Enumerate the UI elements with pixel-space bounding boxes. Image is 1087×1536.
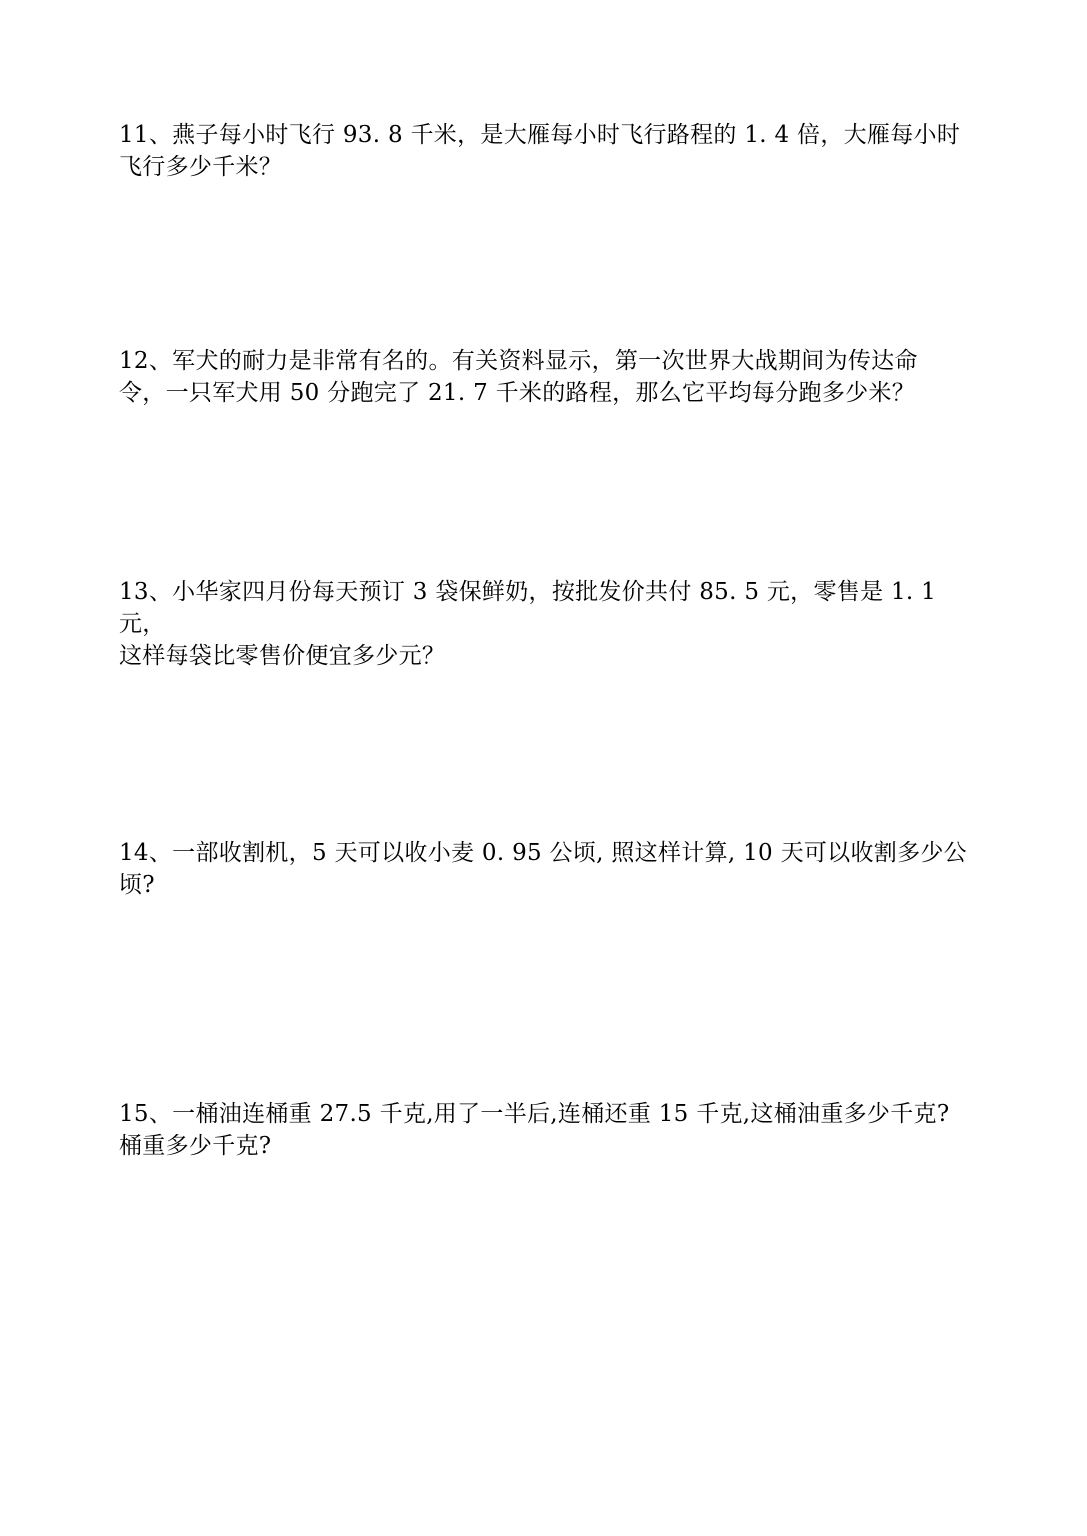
problem-14-line-2: 顷? xyxy=(119,872,155,898)
problem-12-line-1: 12、军犬的耐力是非常有名的。有关资料显示，第一次世界大战期间为传达命 xyxy=(119,348,918,374)
problem-13-line-1: 13、小华家四月份每天预订 3 袋保鲜奶，按批发价共付 85. 5 元，零售是 1. 1 元， xyxy=(119,579,937,637)
problem-11 xyxy=(119,119,979,183)
problem-13 xyxy=(119,576,979,672)
problem-15-line-2: 桶重多少千克? xyxy=(119,1133,272,1159)
problem-14 xyxy=(119,837,979,901)
problem-15-line-1: 15、一桶油连桶重 27.5 千克,用了一半后,连桶还重 15 千克,这桶油重多少千克? xyxy=(119,1101,950,1127)
problem-11-line-2: 飞行多少千米？ xyxy=(119,154,283,180)
problem-11-line-1: 11、燕子每小时飞行 93. 8 千米，是大雁每小时飞行路程的 1. 4 倍，大雁每小时 xyxy=(119,122,961,148)
problem-15 xyxy=(119,1098,979,1162)
problem-12-line-2: 令，一只军犬用 50 分跑完了 21. 7 千米的路程，那么它平均每分跑多少米？ xyxy=(119,380,916,406)
problem-12 xyxy=(119,345,979,409)
problem-13-line-2: 这样每袋比零售价便宜多少元？ xyxy=(119,643,446,669)
problem-14-line-1: 14、一部收割机，5 天可以收小麦 0. 95 公顷, 照这样计算, 10 天可以收割多少公 xyxy=(119,840,967,866)
